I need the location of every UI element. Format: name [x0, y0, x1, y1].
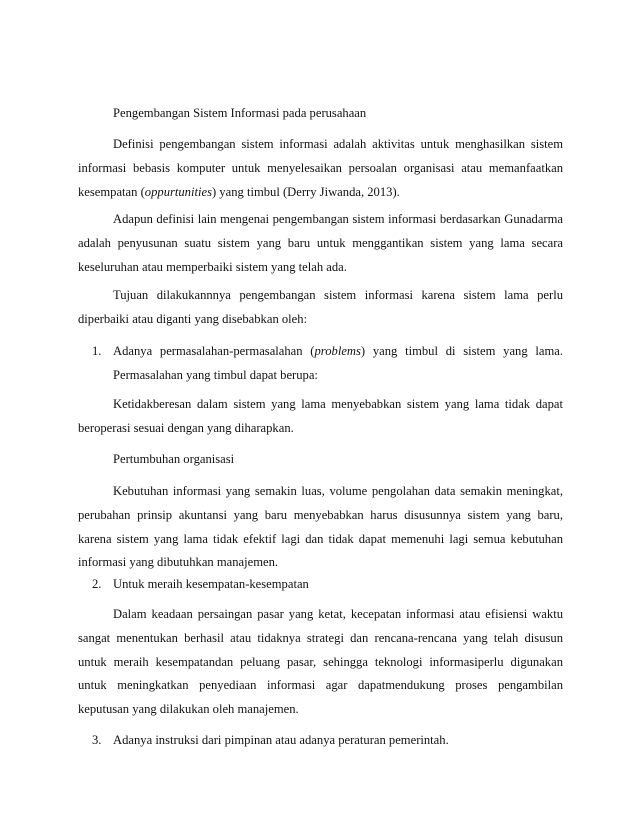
- paragraph-kebutuhan: [78, 480, 563, 575]
- paragraph-tujuan: [78, 284, 563, 332]
- list-text: Adanya permasalahan-permasalahan (problems) yang timbul di sistem yang lama. Permasalahan yang timbul dapat berupa:: [113, 344, 563, 382]
- paragraph-definition: [78, 133, 563, 204]
- paragraph-persaingan: [78, 603, 563, 722]
- paragraph-text: Definisi pengembangan sistem informasi adalah aktivitas untuk menghasilkan sistem informasi bebasis komputer untuk menyelesaikan persoalan organisasi atau memanfaatkan kesempatan (: [78, 137, 563, 199]
- paragraph-text: Adapun definisi lain mengenai pengembangan sistem informasi berdasarkan Gunadarma adalah penyusunan suatu sistem yang baru untuk menggantikan sistem yang lama secara keseluruhan atau memperbaiki sistem yang telah ada.: [78, 212, 563, 274]
- list-item-1: [78, 340, 563, 388]
- list-number: 2.: [92, 577, 102, 591]
- subheading-pertumbuhan: Pertumbuhan organisasi: [113, 452, 235, 466]
- paragraph-text: Tujuan dilakukannnya pengembangan sistem informasi karena sistem lama perlu diperbaiki atau diganti yang disebabkan oleh:: [78, 288, 563, 326]
- section-heading: Pengembangan Sistem Informasi pada perusahaan: [113, 106, 367, 120]
- list-item-2: [78, 573, 563, 597]
- paragraph-text: Dalam keadaan persaingan pasar yang ketat, kecepatan informasi atau efisiensi waktu sangat menentukan berhasil atau tidaknya strategi dan rencana-rencana yang telah disusun untuk meraih kesempatandan peluang pasar, sehingga teknologi informasiperlu digunakan untuk meningkatkan penyediaan informasi agar dapatmendukung proses pengambilan keputusan yang dilakukan oleh manajemen.: [78, 607, 563, 717]
- list-text: Untuk meraih kesempatan-kesempatan: [113, 577, 309, 591]
- paragraph-text: ) yang timbul (Derry Jiwanda, 2013).: [211, 184, 400, 199]
- list-number: 3.: [92, 733, 102, 747]
- paragraph-text: Kebutuhan informasi yang semakin luas, volume pengolahan data semakin meningkat, perubahan prinsip akuntansi yang baru menyebabkan harus disusunnya sistem yang baru, karena sistem yang lama tidak efektif lagi dan tidak dapat memenuhi lagi semua kebutuhan informasi yang dibutuhkan manajemen.: [78, 484, 563, 570]
- paragraph-ketidakberesan: [78, 393, 563, 441]
- list-text: Adanya instruksi dari pimpinan atau adanya peraturan pemerintah.: [113, 733, 449, 747]
- italic-term: problems: [314, 344, 361, 358]
- list-item-3: [78, 729, 563, 753]
- italic-term: oppurtunities: [144, 184, 212, 199]
- paragraph-gunadarma: [78, 208, 563, 279]
- paragraph-text: Ketidakberesan dalam sistem yang lama menyebabkan sistem yang lama tidak dapat beroperasi sesuai dengan yang diharapkan.: [78, 397, 563, 435]
- list-number: 1.: [92, 344, 102, 358]
